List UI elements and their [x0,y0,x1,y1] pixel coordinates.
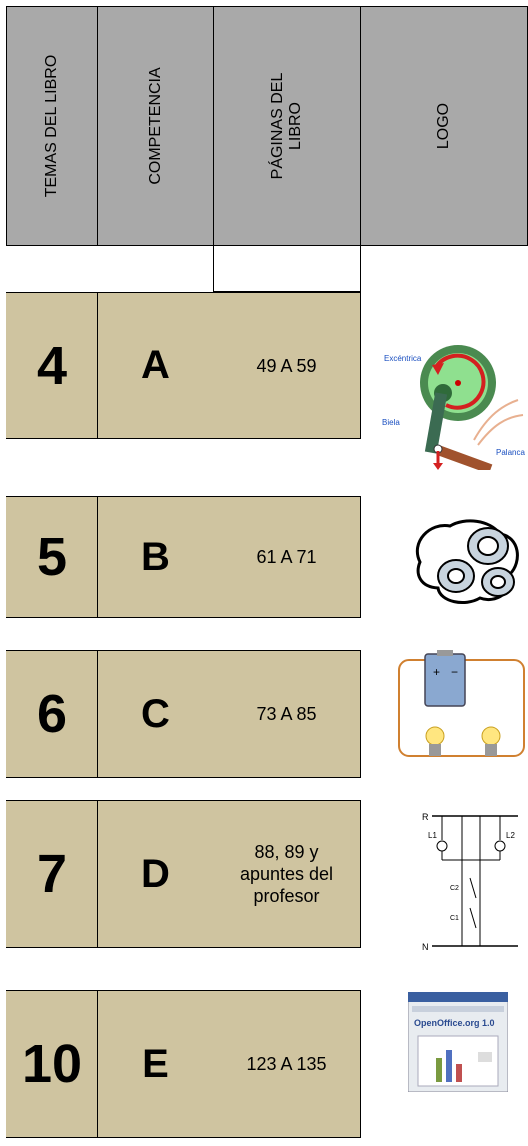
openoffice-title: OpenOffice.org 1.0 [414,1018,495,1028]
row-5-competencia [97,496,214,618]
header-paginas-label [269,73,305,180]
header-competencia [97,6,214,246]
circuit-schematic-icon [420,808,520,956]
schematic-r-label: R [422,812,429,822]
header-paginas-line2: LIBRO [287,101,304,151]
crank-biela-label: Biela [382,418,400,427]
tema-number: 10 [21,1034,83,1094]
tema-number: 5 [36,527,68,587]
row-4-competencia [97,292,214,439]
header-logo-label: LOGO [435,102,452,150]
schematic-l1-label: L1 [428,831,437,840]
row-4-tema [6,292,98,439]
row-5-tema [6,496,98,618]
belt-pulley-icon [410,512,525,608]
tema-number: 4 [36,335,68,396]
competencia-letter: C [141,691,170,736]
row-7-tema [6,800,98,948]
crank-excentrica-label: Excéntrica [384,354,422,363]
paginas-text: 73 A 85 [256,704,317,724]
row-10-paginas [213,990,361,1138]
header-temas [6,6,98,246]
schematic-n-label: N [422,942,429,952]
tema-number: 7 [36,844,68,904]
paginas-text: 61 A 71 [256,547,317,567]
battery-circuit-icon [395,650,528,770]
header-temas-label: TEMAS DEL LIBRO [43,54,60,198]
header-paginas [213,6,361,246]
row-6-tema [6,650,98,778]
schematic-l2-label: L2 [506,831,515,840]
row-6-paginas [213,650,361,778]
svg-text:−: − [451,665,459,679]
competencia-letter: D [141,851,170,896]
header-competencia-label: COMPETENCIA [146,67,164,185]
row-6-competencia [97,650,214,778]
crank-mechanism-icon [378,345,526,470]
row-4-paginas [213,292,361,439]
schematic-c2-label: C2 [450,885,459,892]
paginas-text: 88, 89 y apuntes del profesor [239,842,334,906]
openoffice-screenshot-icon [408,992,508,1092]
competencia-letter: A [141,343,170,387]
row-10-tema [6,990,98,1138]
crank-palanca-label: Palanca [496,448,525,457]
schematic-c1-label: C1 [450,915,459,922]
header-paginas-line1: PÁGINAS DEL [269,72,286,180]
row-10-competencia [97,990,214,1138]
competencia-letter: E [142,1041,169,1086]
row-7-competencia [97,800,214,948]
svg-text:+: + [433,665,441,679]
competencia-letter: B [141,534,170,579]
paginas-text: 123 A 135 [246,1054,327,1074]
tema-number: 6 [36,684,68,744]
row-7-paginas [213,800,361,948]
row-5-paginas [213,496,361,618]
spacer-cell [213,246,361,292]
paginas-text: 49 A 59 [256,355,317,376]
header-logo [360,6,528,246]
